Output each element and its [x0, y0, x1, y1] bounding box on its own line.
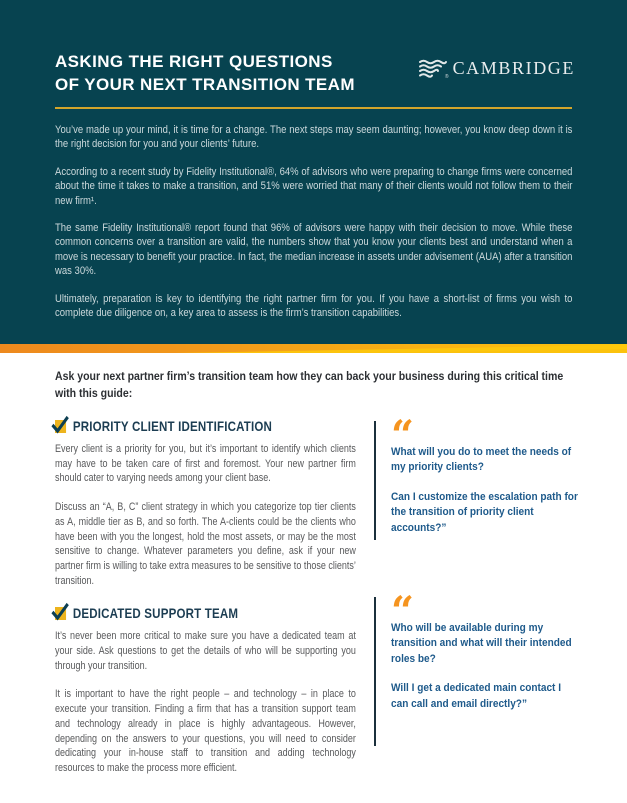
page-title-line2: OF YOUR NEXT TRANSITION TEAM — [55, 75, 355, 94]
accent-band — [0, 344, 627, 353]
title-underline — [55, 107, 572, 109]
hero-paragraph: The same Fidelity Institutional® report found that 96% of advisors were happy with their decision to move. While these common concerns over a transition are valid, the numbers show that you know your clients best and understand when a move is necessary to benefit your practice. In fact, the median increase in assets under advisement (AUA) after a transition was 30%. — [55, 222, 573, 278]
quote-line: What will you do to meet the needs of my priority clients? — [391, 446, 572, 474]
quote-block-priority-clients — [374, 412, 580, 540]
checkbox-checked-icon — [55, 607, 66, 620]
intro-text: Ask your next partner firm’s transition team how they can back your business during this critical time with this guide: — [55, 369, 564, 400]
registered-mark: ® — [444, 73, 449, 80]
quote-text — [391, 445, 579, 536]
checkbox-checked-icon — [55, 420, 66, 433]
page-title-line1: ASKING THE RIGHT QUESTIONS — [55, 52, 333, 71]
open-quote-icon: “ — [391, 412, 415, 459]
hero-paragraph: Ultimately, preparation is key to identifying the right partner firm for you. If you have a short-list of firms you wish to complete due diligence on, a key area to assess is the firm’s transition capabilities. — [55, 292, 573, 320]
section-heading-priority-clients — [55, 419, 356, 434]
section-paragraph: It’s never been more critical to make sure you have a dedicated team at your side. Ask questions to get the details of who will be supporting you through your transition. — [55, 630, 356, 672]
hero-paragraph: You’ve made up your mind, it is time for a change. The next steps may seem daunting; however, you know deep down it is the right decision for you and your clients’ future. — [55, 124, 573, 151]
quote-block-support-team — [374, 588, 580, 746]
open-quote-icon: “ — [391, 588, 415, 635]
section-heading-support-team — [55, 606, 356, 621]
section-paragraph: It is important to have the right people – and technology – in place to execute your transition. Finding a firm that has a transition support team and technology already in place is highly advantageous. However, depending on the answers to your questions, you will need to consider dedicating your in-house staff to transition and adding technology resources to make the process more efficient. — [55, 688, 356, 774]
quote-line: Will I get a dedicated main contact I can call and email directly?” — [391, 682, 562, 710]
section-paragraph: Discuss an “A, B, C” client strategy in which you categorize top tier clients as A, middle tier as B, and so forth. The A-clients could be the clients who have been with you the longest, hold the most assets, or may be the most sensitive to change. Whatever parameters you define, ask if your new partner firm is willing to take extra measures to be sensitive to those clients’ transition. — [55, 501, 356, 587]
quote-text — [391, 621, 579, 712]
quote-line: Can I customize the escalation path for the transition of priority client accounts?” — [391, 490, 578, 534]
brand-logo — [419, 58, 575, 79]
quote-line: Who will be available during my transition and what will their intended roles be? — [391, 622, 572, 665]
section-paragraph: Every client is a priority for you, but it’s important to identify which clients may have to be taken care of first and foremost. Your new partner firm should cater to varying needs among your client base. — [55, 443, 356, 485]
section-title: PRIORITY CLIENT IDENTIFICATION — [72, 419, 273, 434]
section-title: DEDICATED SUPPORT TEAM — [72, 606, 239, 622]
content-columns — [55, 401, 627, 795]
header-section — [0, 0, 627, 344]
brand-name: CAMBRIDGE — [452, 58, 575, 78]
left-column — [55, 419, 356, 776]
main-content — [0, 353, 627, 803]
cambridge-waves-icon — [419, 59, 447, 79]
hero-paragraphs — [55, 123, 572, 320]
hero-paragraph: According to a recent study by Fidelity Institutional®, 64% of advisors who were preparing to change firms were concerned about the time it takes to make a transition, and 51% were worried that many of their clients would not follow them to their new firm¹. — [55, 165, 573, 207]
